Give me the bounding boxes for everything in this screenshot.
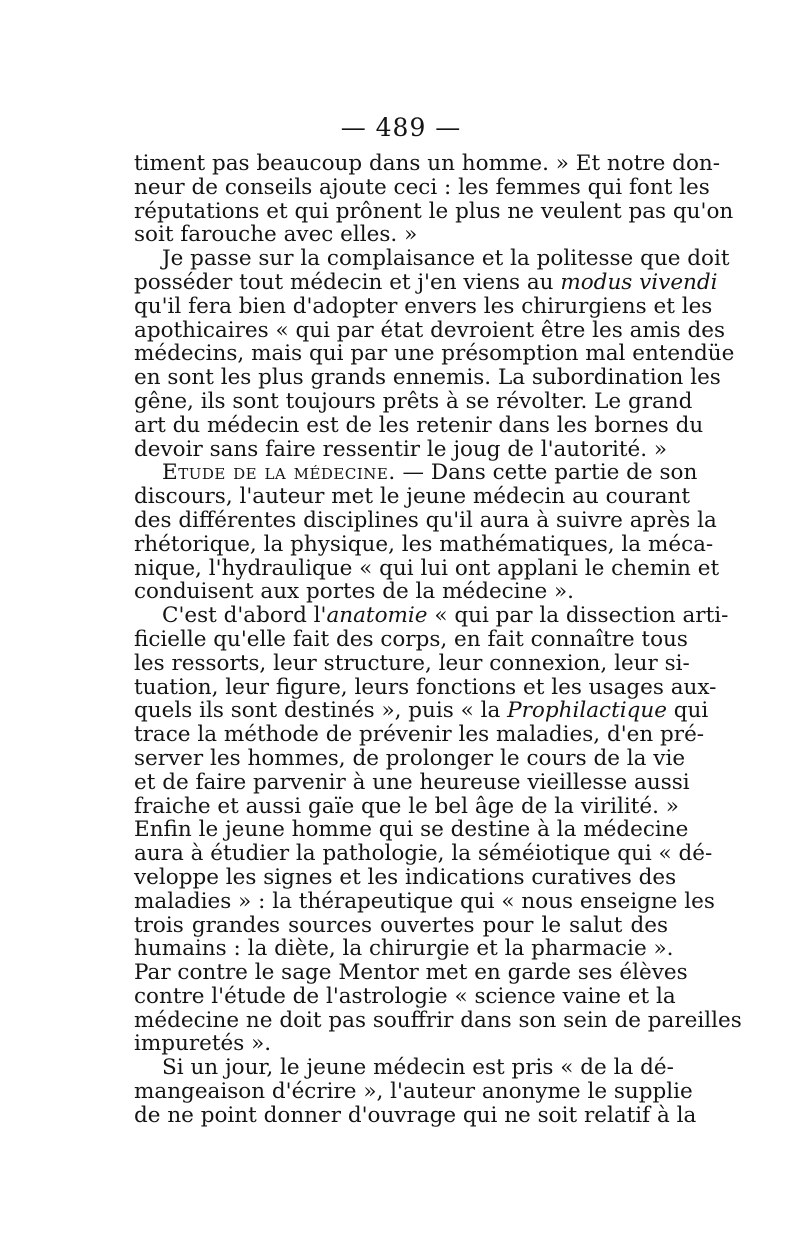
italic-term: anatomie [326,603,428,629]
text-line: Je passe sur la complaisance et la politesse que doit [162,246,730,272]
italic-term: modus vivendi [560,269,718,295]
text-segment: C'est d'abord l' [162,603,327,629]
text-line: impuretés ». [134,1031,272,1057]
text-line [134,603,729,629]
text-line: médecine ne doit pas souffrir dans son sein de pareilles [134,1007,742,1033]
text-line: veloppe les signes et les indications curatives des [134,864,677,890]
section-heading: Etude de la médecine. [162,460,396,486]
text-line: nique, l'hydraulique « qui lui ont applani le chemin et [134,555,720,581]
text-line: Enfin le jeune homme qui se destine à la médecine [134,817,689,843]
text-line: fraiche et aussi gaïe que le bel âge de la virilité. » [134,793,679,819]
text-line: qu'il fera bien d'adopter envers les chirurgiens et les [134,293,713,319]
text-line: neur de conseils ajoute ceci : les femmes qui font les [134,174,710,200]
text-line: discours, l'auteur met le jeune médecin au courant [134,484,691,510]
text-line: médecins, mais qui par une présomption mal entendüe [134,341,735,367]
text-line: gêne, ils sont toujours prêts à se révolter. Le grand [134,388,693,414]
text-line: trace la méthode de prévenir les maladies, d'en pré- [134,722,705,748]
text-segment: quels ils sont destinés », puis « la [134,698,508,724]
text-line: Si un jour, le jeune médecin est pris « de la dé- [162,1055,674,1081]
text-segment: « qui par la dissection arti- [427,603,729,629]
text-line: Par contre le sage Mentor met en garde ses élèves [134,960,688,986]
text-segment: qui [666,698,709,724]
italic-term: Prophilactique [507,698,667,724]
text-line: réputations et qui prônent le plus ne veulent pas qu'on [134,198,734,224]
text-line: en sont les plus grands ennemis. La subordination les [134,365,721,391]
text-line: apothicaires « qui par état devroient être les amis des [134,317,726,343]
text-line: des différentes disciplines qu'il aura à suivre après la [134,507,717,533]
text-line: de ne point donner d'ouvrage qui ne soit relatif à la [134,1102,697,1128]
text-block [134,151,742,1128]
text-line: art du médecin est de les retenir dans les bornes du [134,412,704,438]
text-line: maladies » : la thérapeutique qui « nous enseigne les [134,888,715,914]
page-body [134,108,742,1128]
text-line: humains : la diète, la chirurgie et la pharmacie ». [134,936,674,962]
text-line: trois grandes sources ouvertes pour le salut des [134,912,668,938]
text-line: soit farouche avec elles. » [134,222,418,248]
text-line: tuation, leur figure, leurs fonctions et les usages aux- [134,674,717,700]
text-line: ficielle qu'elle fait des corps, en fait connaître tous [134,626,688,652]
text-segment: posséder tout médecin et j'en viens au [134,269,561,295]
text-line: aura à étudier la pathologie, la séméiotique qui « dé- [134,841,713,867]
page-number: — 489 — [340,113,462,142]
text-line [134,460,698,486]
text-segment: — Dans cette partie de son [395,460,698,486]
text-line: devoir sans faire ressentir le joug de l'autorité. » [134,436,668,462]
text-line: server les hommes, de prolonger le cours de la vie [134,745,686,771]
text-line: mangeaison d'écrire », l'auteur anonyme le supplie [134,1079,693,1105]
text-line [134,698,709,724]
text-line [134,269,718,295]
text-line: les ressorts, leur structure, leur connexion, leur si- [134,650,690,676]
text-line: conduisent aux portes de la médecine ». [134,579,574,605]
text-line: contre l'étude de l'astrologie « science vaine et la [134,983,676,1009]
text-line: et de faire parvenir à une heureuse vieillesse aussi [134,769,690,795]
text-line: rhétorique, la physique, les mathématiques, la méca- [134,531,714,557]
text-line: timent pas beaucoup dans un homme. » Et notre don- [134,151,721,176]
